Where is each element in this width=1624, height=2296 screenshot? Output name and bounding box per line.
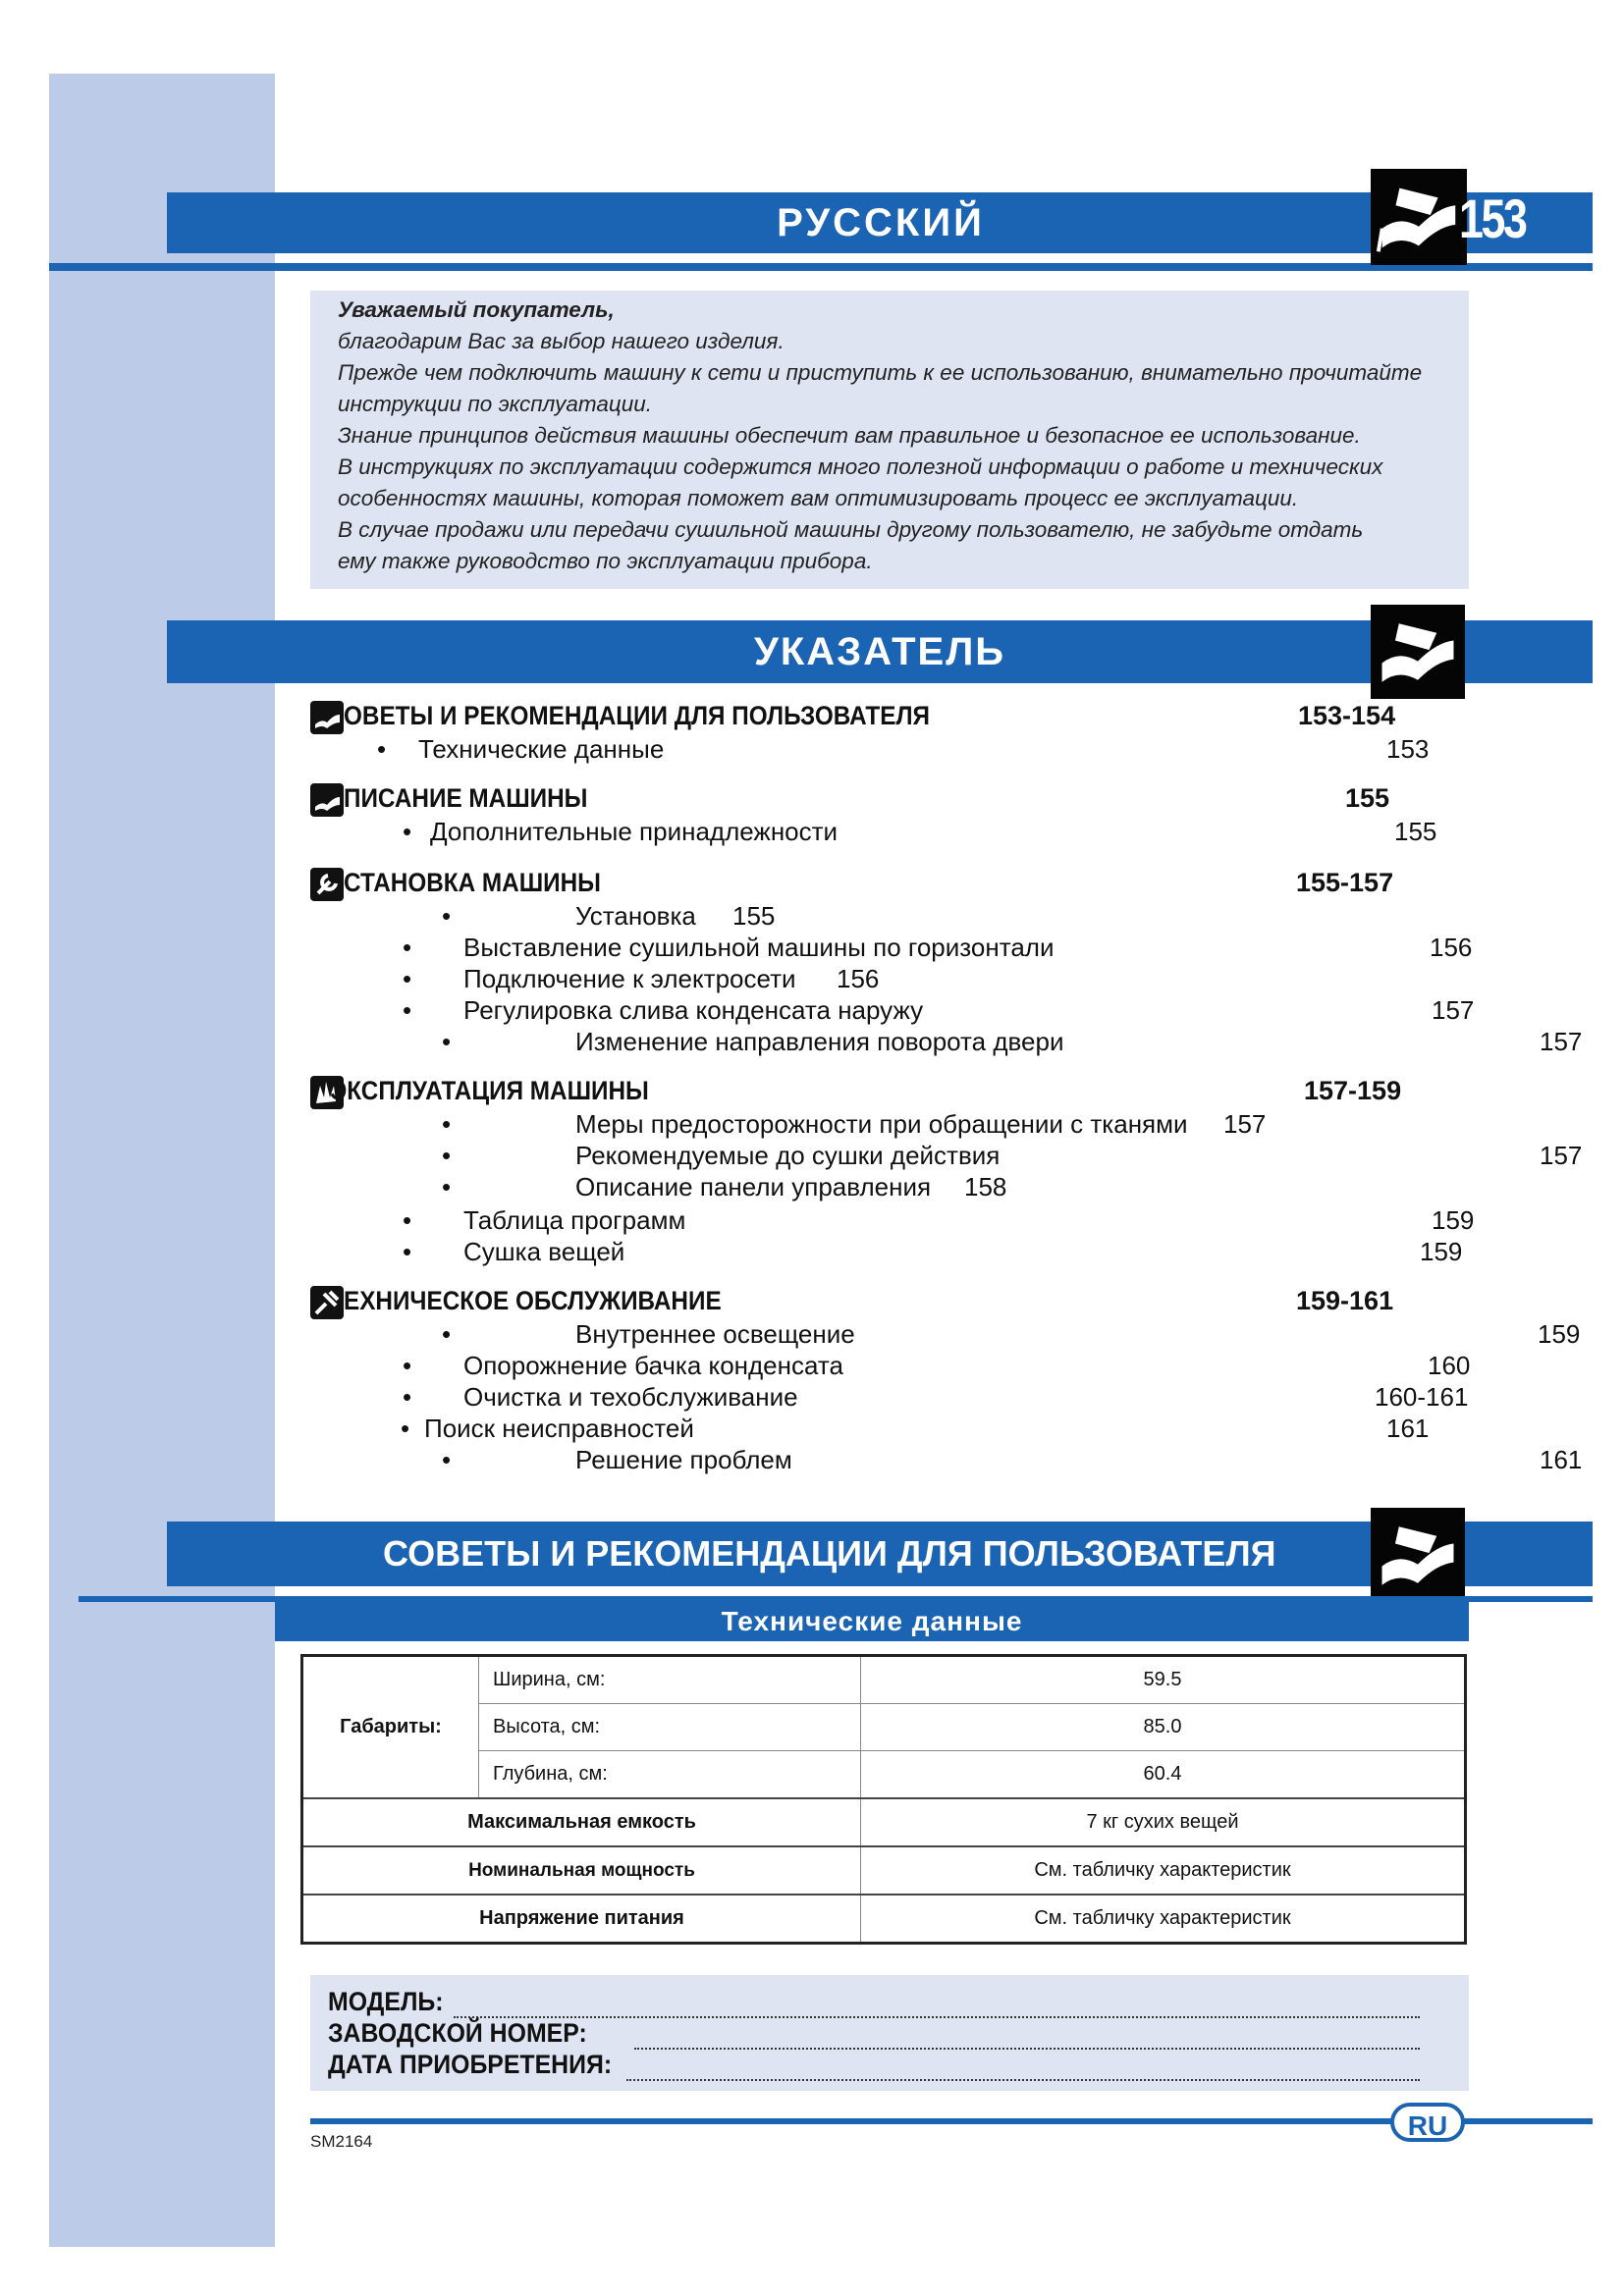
- toc-item-page: 160-161: [1375, 1382, 1469, 1412]
- toc-item-page: 156: [1430, 933, 1473, 962]
- machine-description-icon: [310, 783, 344, 817]
- table-row: [302, 1798, 1466, 1846]
- toc-item[interactable]: Очистка и техобслуживание: [463, 1382, 798, 1412]
- greeting-line: Знание принципов действия машины обеспечит вам правильное и безопасное ее использование.: [338, 423, 1361, 448]
- language-header-band: [167, 192, 1457, 253]
- header-underline: [49, 263, 1593, 271]
- bullet: •: [403, 933, 412, 962]
- toc-item[interactable]: Технические данные: [418, 734, 665, 764]
- index-title: УКАЗАТЕЛЬ: [753, 630, 1006, 673]
- left-sidebar-strip: [49, 74, 275, 2247]
- document-code: SM2164: [310, 2132, 373, 2151]
- spec-label: Ширина, см:: [479, 1656, 861, 1704]
- book-icon: [1371, 605, 1465, 699]
- bullet: •: [403, 964, 412, 993]
- toc-item-page: 155: [1394, 817, 1437, 846]
- purchase-date-field[interactable]: [626, 2079, 1420, 2081]
- model-field[interactable]: [454, 2016, 1420, 2018]
- spec-label: Максимальная емкость: [302, 1798, 861, 1846]
- toc-item[interactable]: Дополнительные принадлежности: [430, 817, 839, 846]
- toc-item-page: 157: [1432, 995, 1475, 1025]
- model-info-box: [310, 1975, 1469, 2091]
- serial-number-field[interactable]: [634, 2048, 1420, 2050]
- bullet: •: [442, 1141, 452, 1170]
- toc-item[interactable]: Внутреннее освещение: [575, 1319, 855, 1349]
- tech-data-subheader: [275, 1602, 1469, 1641]
- toc-section-pages: 155: [1345, 783, 1390, 813]
- toc-item-page: 157: [1223, 1109, 1267, 1139]
- spec-value: См. табличку характеристик: [861, 1895, 1466, 1944]
- greeting-line: В инструкциях по эксплуатации содержится много полезной информации о работе и технических: [338, 454, 1383, 479]
- model-label: МОДЕЛЬ:: [328, 1987, 444, 2016]
- toc-item[interactable]: Подключение к электросети: [463, 964, 796, 993]
- toc-section-pages: 159-161: [1296, 1286, 1394, 1315]
- page-number: 153: [1459, 187, 1526, 249]
- spec-value: См. табличку характеристик: [861, 1846, 1466, 1895]
- greeting-line: благодарим Вас за выбор нашего изделия.: [338, 329, 785, 353]
- bullet: •: [442, 901, 452, 931]
- toc-item-page: 153: [1386, 734, 1430, 764]
- spec-value: 85.0: [861, 1704, 1466, 1751]
- tips-icon: [310, 701, 344, 734]
- greeting-line: инструкции по эксплуатации.: [338, 392, 652, 416]
- bullet: •: [403, 1351, 412, 1380]
- language-title: РУССКИЙ: [777, 201, 985, 244]
- toc-section-title[interactable]: ЭКСПЛУАТАЦИЯ МАШИНЫ: [330, 1076, 649, 1105]
- spec-value: 7 кг сухих вещей: [861, 1798, 1466, 1846]
- book-icon: [1371, 1508, 1465, 1602]
- bullet: •: [442, 1172, 452, 1201]
- toc-item[interactable]: Таблица программ: [463, 1205, 686, 1235]
- serial-number-label: ЗАВОДСКОЙ НОМЕР:: [328, 2018, 587, 2048]
- bullet: •: [403, 995, 412, 1025]
- toc-item[interactable]: Решение проблем: [575, 1445, 792, 1474]
- toc-item-page: 156: [837, 964, 880, 993]
- spec-label: Номинальная мощность: [302, 1846, 861, 1895]
- bullet: •: [403, 1205, 412, 1235]
- toc-section-title[interactable]: СТАНОВКА МАШИНЫ: [344, 868, 601, 897]
- toc-item[interactable]: Регулировка слива конденсата наружу: [463, 995, 924, 1025]
- greeting-box: [310, 291, 1469, 589]
- greeting-line: ему также руководство по эксплуатации прибора.: [338, 549, 873, 573]
- toc-section-title[interactable]: ПИСАНИЕ МАШИНЫ: [344, 783, 588, 813]
- toc-item[interactable]: Изменение направления поворота двери: [575, 1027, 1064, 1056]
- toc-item-page: 161: [1540, 1445, 1583, 1474]
- toc-item-page: 158: [964, 1172, 1007, 1201]
- bullet: •: [403, 817, 412, 846]
- table-row: [302, 1895, 1466, 1944]
- dimensions-label: Габариты:: [302, 1656, 479, 1799]
- table-row: [302, 1846, 1466, 1895]
- spec-value: 60.4: [861, 1751, 1466, 1799]
- bullet: •: [403, 1237, 412, 1266]
- toc-item-page: 155: [732, 901, 776, 931]
- toc-item-page: 157: [1540, 1141, 1583, 1170]
- purchase-date-label: ДАТА ПРИОБРЕТЕНИЯ:: [328, 2050, 613, 2079]
- bullet: •: [442, 1445, 452, 1474]
- toc-item[interactable]: Выставление сушильной машины по горизонтали: [463, 933, 1055, 962]
- toc-item-page: 159: [1432, 1205, 1475, 1235]
- toc-item[interactable]: Установка: [575, 901, 696, 931]
- bullet: •: [377, 734, 387, 764]
- spec-label: Высота, см:: [479, 1704, 861, 1751]
- toc-item-page: 159: [1420, 1237, 1463, 1266]
- bullet: •: [442, 1027, 452, 1056]
- greeting-line: Прежде чем подключить машину к сети и приступить к ее использованию, внимательно прочитайте: [338, 360, 1423, 385]
- bullet: •: [442, 1319, 452, 1349]
- toc-section-title[interactable]: ЕХНИЧЕСКОЕ ОБСЛУЖИВАНИЕ: [344, 1286, 722, 1315]
- installation-icon: [310, 868, 344, 901]
- toc-section-pages: 157-159: [1304, 1076, 1402, 1105]
- toc-item[interactable]: Рекомендуемые до сушки действия: [575, 1141, 1001, 1170]
- toc-item[interactable]: Сушка вещей: [463, 1237, 625, 1266]
- toc-item-page: 161: [1386, 1414, 1430, 1443]
- toc-section-pages: 155-157: [1296, 868, 1394, 897]
- maintenance-icon: [310, 1286, 344, 1319]
- tech-data-title: Технические данные: [721, 1606, 1023, 1636]
- greeting-line: особенностях машины, которая поможет вам оптимизировать процесс ее эксплуатации.: [338, 486, 1299, 510]
- toc-item[interactable]: Опорожнение бачка конденсата: [463, 1351, 843, 1380]
- bullet: •: [403, 1382, 412, 1412]
- spec-label: Напряжение питания: [302, 1895, 861, 1944]
- toc-item-page: 160: [1428, 1351, 1471, 1380]
- tips-title: СОВЕТЫ И РЕКОМЕНДАЦИИ ДЛЯ ПОЛЬЗОВАТЕЛЯ: [383, 1533, 1276, 1574]
- greeting-heading: Уважаемый покупатель,: [338, 297, 615, 322]
- spec-label: Глубина, см:: [479, 1751, 861, 1799]
- book-icon: [1371, 169, 1467, 265]
- bullet: •: [401, 1414, 410, 1443]
- greeting-line: В случае продажи или передачи сушильной машины другому пользователю, не забудьте отдать: [338, 517, 1364, 542]
- toc-item-page: 159: [1538, 1319, 1581, 1349]
- toc-item[interactable]: Поиск неисправностей: [424, 1414, 694, 1443]
- toc-section-title[interactable]: ОВЕТЫ И РЕКОМЕНДАЦИИ ДЛЯ ПОЛЬЗОВАТЕЛЯ: [344, 701, 931, 730]
- toc-item-page: 157: [1540, 1027, 1583, 1056]
- bullet: •: [442, 1109, 452, 1139]
- table-row: [302, 1656, 1466, 1704]
- toc-item[interactable]: Меры предосторожности при обращении с тканями: [575, 1109, 1188, 1139]
- toc-section-pages: 153-154: [1298, 701, 1396, 730]
- tech-spec-table: [300, 1654, 1467, 1945]
- toc-item[interactable]: Описание панели управления: [575, 1172, 932, 1201]
- language-badge: RU: [1390, 2103, 1465, 2142]
- spec-value: 59.5: [861, 1656, 1466, 1704]
